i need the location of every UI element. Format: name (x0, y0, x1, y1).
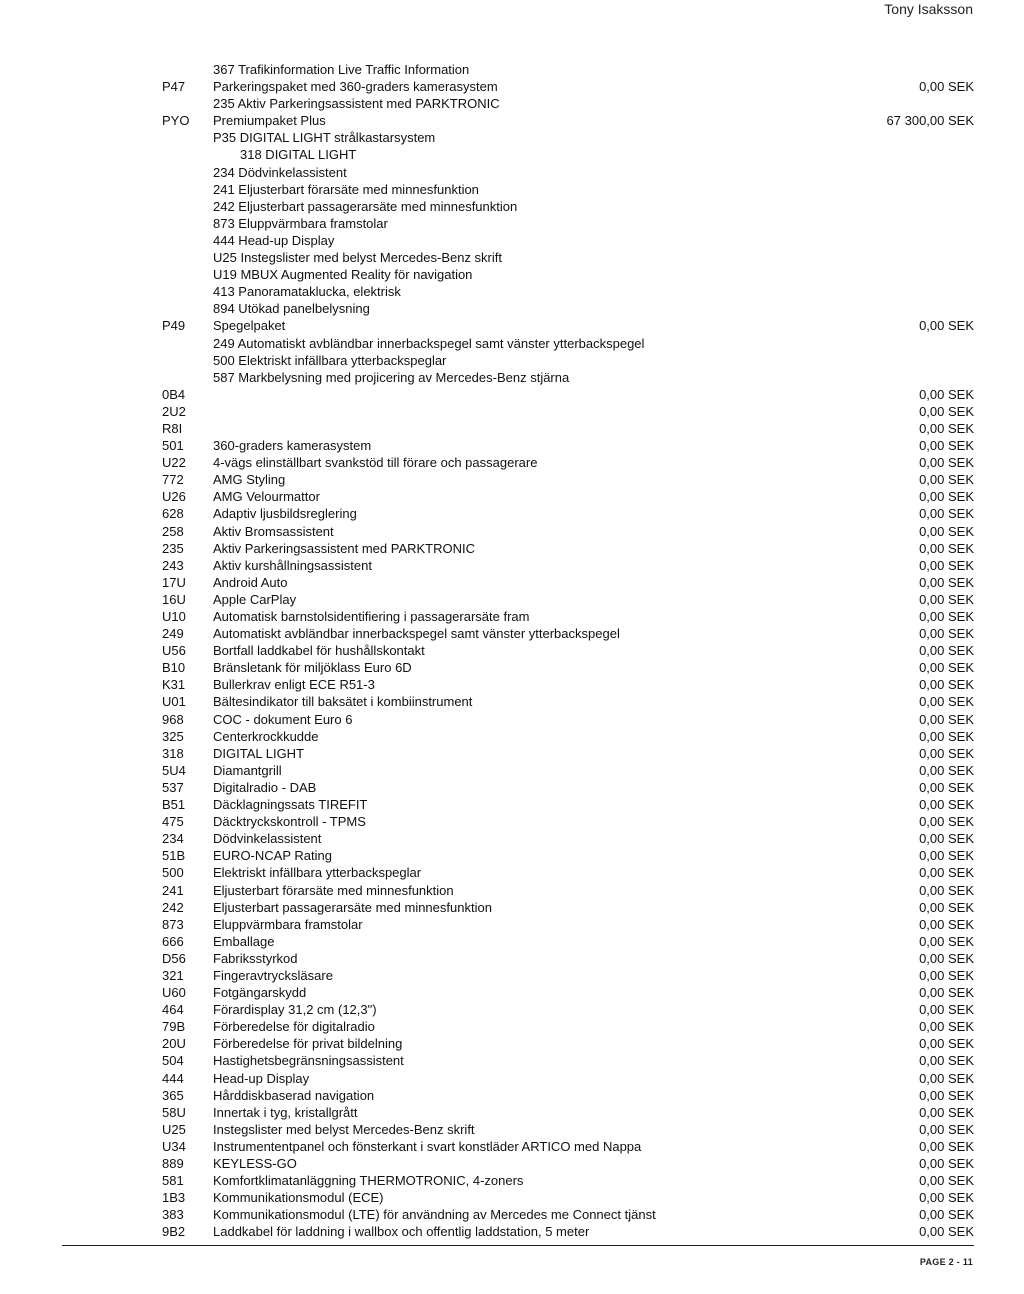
option-price: 0,00 SEK (919, 1224, 974, 1240)
option-description: Förardisplay 31,2 cm (12,3") (213, 1002, 377, 1018)
option-list (162, 61, 974, 1240)
option-code: 475 (162, 814, 184, 830)
option-description: Apple CarPlay (213, 591, 297, 607)
option-code: 20U (162, 1036, 186, 1052)
option-code: 17U (162, 574, 186, 590)
option-row (162, 1121, 974, 1138)
option-row (162, 61, 974, 78)
option-price: 0,00 SEK (919, 985, 974, 1001)
option-price: 0,00 SEK (919, 933, 974, 949)
option-code: 0B4 (162, 386, 186, 402)
option-row (162, 813, 974, 830)
option-code: 9B2 (162, 1224, 186, 1240)
option-description: DIGITAL LIGHT (213, 745, 305, 761)
option-row (162, 676, 974, 693)
option-code: 235 (162, 540, 184, 556)
option-price: 0,00 SEK (919, 1070, 974, 1086)
option-code: 628 (162, 506, 184, 522)
option-description: EURO-NCAP Rating (213, 848, 332, 864)
option-price: 0,00 SEK (919, 1121, 974, 1137)
option-description: Elektriskt infällbara ytterbackspeglar (213, 865, 422, 881)
option-row (162, 505, 974, 522)
option-code: U60 (162, 985, 186, 1001)
option-description: Bullerkrav enligt ECE R51-3 (213, 677, 375, 693)
option-code: 51B (162, 848, 186, 864)
option-row (162, 437, 974, 454)
option-description: 4-vägs elinställbart svankstöd till förare och passagerare (213, 455, 538, 471)
option-row (162, 967, 974, 984)
option-price: 0,00 SEK (919, 643, 974, 659)
option-description: 894 Utökad panelbelysning (213, 301, 370, 317)
option-description: 500 Elektriskt infällbara ytterbackspeglar (213, 352, 447, 368)
option-description: Komfortklimatanläggning THERMOTRONIC, 4-zoners (213, 1173, 524, 1189)
option-price: 0,00 SEK (919, 1138, 974, 1154)
option-description: Dödvinkelassistent (213, 831, 322, 847)
option-row (162, 1018, 974, 1035)
option-description: Däcktryckskontroll - TPMS (213, 814, 366, 830)
option-row (162, 711, 974, 728)
option-code: B51 (162, 797, 186, 813)
option-price: 0,00 SEK (919, 523, 974, 539)
option-description: Bränsletank för miljöklass Euro 6D (213, 660, 412, 676)
option-code: 581 (162, 1173, 184, 1189)
option-description: Förberedelse för privat bildelning (213, 1036, 403, 1052)
option-row (162, 574, 974, 591)
option-code: 464 (162, 1002, 184, 1018)
option-row (162, 847, 974, 864)
option-code: 873 (162, 916, 184, 932)
option-row (162, 659, 974, 676)
option-code: U25 (162, 1121, 186, 1137)
option-code: U34 (162, 1138, 186, 1154)
option-price: 0,00 SEK (919, 386, 974, 402)
option-price: 0,00 SEK (919, 489, 974, 505)
option-row (162, 215, 974, 232)
header-customer-name: Tony Isaksson (884, 1, 973, 17)
option-description: 587 Markbelysning med projicering av Mercedes-Benz stjärna (213, 369, 570, 385)
option-code: 16U (162, 591, 186, 607)
option-row (162, 1001, 974, 1018)
option-code: 501 (162, 438, 184, 454)
option-description: Automatisk barnstolsidentifiering i passagerarsäte fram (213, 609, 530, 624)
option-code: 325 (162, 728, 184, 744)
option-row (162, 1172, 974, 1189)
option-description: Eljusterbart passagerarsäte med minnesfunktion (213, 899, 492, 915)
option-code: 318 (162, 745, 184, 761)
option-row (162, 916, 974, 933)
option-price: 0,00 SEK (919, 950, 974, 966)
option-price: 0,00 SEK (919, 916, 974, 932)
option-description: 242 Eljusterbart passagerarsäte med minnesfunktion (213, 198, 518, 214)
option-code: 321 (162, 967, 184, 983)
option-price: 0,00 SEK (919, 455, 974, 471)
option-description: Automatiskt avbländbar innerbackspegel samt vänster ytterbackspegel (213, 626, 620, 642)
option-price: 0,00 SEK (919, 814, 974, 830)
option-description: 234 Dödvinkelassistent (213, 164, 347, 180)
option-row (162, 146, 974, 163)
option-description: AMG Velourmattor (213, 489, 320, 505)
option-row (162, 198, 974, 215)
option-row (162, 864, 974, 881)
option-description: Aktiv Parkeringsassistent med PARKTRONIC (213, 540, 475, 556)
option-description: P35 DIGITAL LIGHT strålkastarsystem (213, 130, 436, 146)
option-code: B10 (162, 660, 186, 676)
option-code: D56 (162, 950, 186, 966)
option-description: Laddkabel för laddning i wallbox och offentlig laddstation, 5 meter (213, 1224, 590, 1240)
option-code: 258 (162, 523, 184, 539)
option-description: Däcklagningssats TIREFIT (213, 797, 368, 813)
option-code: 772 (162, 472, 184, 488)
option-price: 0,00 SEK (919, 1019, 974, 1035)
option-price: 0,00 SEK (919, 677, 974, 693)
option-row (162, 745, 974, 762)
option-price: 0,00 SEK (919, 318, 974, 334)
option-row (162, 642, 974, 659)
option-row (162, 335, 974, 352)
option-price: 0,00 SEK (919, 831, 974, 847)
option-price: 0,00 SEK (919, 591, 974, 607)
option-price: 0,00 SEK (919, 540, 974, 556)
option-description: 873 Eluppvärmbara framstolar (213, 215, 388, 231)
option-description: Hårddiskbaserad navigation (213, 1087, 375, 1103)
option-description: Diamantgrill (213, 762, 282, 778)
option-price: 0,00 SEK (919, 899, 974, 915)
option-code: 234 (162, 831, 184, 847)
option-price: 0,00 SEK (919, 779, 974, 795)
option-row (162, 300, 974, 317)
option-price: 0,00 SEK (919, 574, 974, 590)
option-row (162, 1087, 974, 1104)
option-description: Eluppvärmbara framstolar (213, 916, 363, 932)
option-description: COC - dokument Euro 6 (213, 711, 353, 727)
option-description: Parkeringspaket med 360-graders kamerasystem (213, 79, 498, 95)
option-row (162, 1138, 974, 1155)
option-row (162, 1035, 974, 1052)
option-description: Emballage (213, 933, 275, 949)
option-row (162, 454, 974, 471)
option-code: P47 (162, 79, 186, 95)
page-number: PAGE 2 - 11 (919, 1257, 973, 1267)
option-code: U56 (162, 643, 186, 659)
option-price: 0,00 SEK (919, 745, 974, 761)
option-description: Eljusterbart förarsäte med minnesfunktion (213, 882, 454, 898)
option-row (162, 1189, 974, 1206)
option-price: 0,00 SEK (919, 967, 974, 983)
option-price: 0,00 SEK (919, 882, 974, 898)
option-description: Kommunikationsmodul (LTE) för användning av Mercedes me Connect tjänst (213, 1207, 656, 1223)
option-code: 537 (162, 779, 184, 795)
option-row (162, 283, 974, 300)
option-description: Instegslister med belyst Mercedes-Benz skrift (213, 1121, 475, 1137)
option-row (162, 1070, 974, 1087)
option-code: 1B3 (162, 1190, 186, 1206)
option-description: 241 Eljusterbart förarsäte med minnesfunktion (213, 181, 479, 197)
option-price: 0,00 SEK (919, 79, 974, 95)
option-row (162, 523, 974, 540)
option-description: Premiumpaket Plus (213, 113, 326, 129)
option-price: 0,00 SEK (919, 1087, 974, 1103)
option-row (162, 471, 974, 488)
option-row (162, 420, 974, 437)
option-code: P49 (162, 318, 186, 334)
option-price: 0,00 SEK (919, 762, 974, 778)
option-description: Bältesindikator till baksätet i kombiinstrument (213, 694, 473, 710)
option-row (162, 557, 974, 574)
option-description: 249 Automatiskt avbländbar innerbackspegel samt vänster ytterbackspegel (213, 335, 645, 351)
option-code: 968 (162, 711, 184, 727)
option-row (162, 625, 974, 642)
option-row (162, 317, 974, 334)
option-price: 0,00 SEK (919, 694, 974, 710)
option-description: 444 Head-up Display (213, 232, 335, 248)
option-price: 0,00 SEK (919, 403, 974, 419)
option-code: 365 (162, 1087, 184, 1103)
option-description: Fotgängarskydd (213, 985, 307, 1001)
option-row (162, 882, 974, 899)
option-price: 0,00 SEK (919, 506, 974, 522)
option-row (162, 386, 974, 403)
option-row (162, 950, 974, 967)
option-description: U19 MBUX Augmented Reality för navigation (213, 267, 473, 283)
option-description: Digitalradio - DAB (213, 779, 317, 795)
option-description: Förberedelse för digitalradio (213, 1019, 375, 1035)
option-description: Head-up Display (213, 1070, 310, 1086)
option-price: 0,00 SEK (919, 1207, 974, 1223)
option-description: 360-graders kamerasystem (213, 438, 372, 454)
option-row (162, 352, 974, 369)
option-price: 0,00 SEK (919, 472, 974, 488)
option-code: 444 (162, 1070, 184, 1086)
option-description: Aktiv kurshållningsassistent (213, 557, 372, 573)
option-price: 0,00 SEK (919, 1053, 974, 1069)
option-row (162, 796, 974, 813)
option-description: 367 Trafikinformation Live Traffic Information (213, 62, 470, 77)
option-description: KEYLESS-GO (213, 1156, 297, 1171)
option-code: 889 (162, 1156, 184, 1171)
option-description: 235 Aktiv Parkeringsassistent med PARKTRONIC (213, 96, 500, 112)
option-row (162, 1223, 974, 1240)
option-row (162, 1206, 974, 1223)
option-description: Hastighetsbegränsningsassistent (213, 1053, 404, 1069)
option-price: 0,00 SEK (919, 1156, 974, 1171)
option-row (162, 693, 974, 710)
option-price: 0,00 SEK (919, 626, 974, 642)
option-row (162, 899, 974, 916)
option-code: U10 (162, 609, 186, 624)
option-row (162, 266, 974, 283)
option-code: 58U (162, 1104, 186, 1120)
option-code: U22 (162, 455, 186, 471)
option-code: 383 (162, 1207, 184, 1223)
option-row (162, 78, 974, 95)
option-code: PYO (162, 113, 190, 129)
option-description: Fabriksstyrkod (213, 950, 298, 966)
option-price: 0,00 SEK (919, 1036, 974, 1052)
option-price: 0,00 SEK (919, 848, 974, 864)
option-price: 0,00 SEK (919, 865, 974, 881)
option-description: Fingeravtrycksläsare (213, 967, 333, 983)
option-row (162, 181, 974, 198)
option-description: U25 Instegslister med belyst Mercedes-Benz skrift (213, 250, 502, 266)
option-code: U01 (162, 694, 186, 710)
option-price: 0,00 SEK (919, 660, 974, 676)
option-code: 79B (162, 1019, 186, 1035)
option-row (162, 728, 974, 745)
option-row (162, 232, 974, 249)
option-row (162, 164, 974, 181)
option-description: 413 Panoramataklucka, elektrisk (213, 284, 401, 300)
option-description: Instrumententpanel och fönsterkant i svart konstläder ARTICO med Nappa (213, 1138, 642, 1154)
option-row (162, 779, 974, 796)
option-row (162, 1104, 974, 1121)
option-price: 0,00 SEK (919, 557, 974, 573)
option-description: Centerkrockkudde (213, 728, 319, 744)
option-row (162, 129, 974, 146)
option-row (162, 608, 974, 625)
option-row (162, 540, 974, 557)
option-row (162, 112, 974, 129)
option-code: U26 (162, 489, 186, 505)
option-price: 0,00 SEK (919, 420, 974, 436)
option-price: 0,00 SEK (919, 609, 974, 624)
option-row (162, 830, 974, 847)
option-row (162, 369, 974, 386)
option-row (162, 488, 974, 505)
option-row (162, 762, 974, 779)
option-row (162, 249, 974, 266)
option-price: 0,00 SEK (919, 1173, 974, 1189)
option-price: 67 300,00 SEK (886, 113, 974, 129)
option-row (162, 403, 974, 420)
option-code: R8I (162, 420, 183, 436)
option-row (162, 984, 974, 1001)
option-description: AMG Styling (213, 472, 286, 488)
option-price: 0,00 SEK (919, 797, 974, 813)
option-row (162, 1155, 974, 1172)
option-code: 243 (162, 557, 184, 573)
option-code: 249 (162, 626, 184, 642)
option-description: Bortfall laddkabel för hushållskontakt (213, 643, 425, 659)
option-code: 241 (162, 882, 184, 898)
option-code: 666 (162, 933, 184, 949)
option-description: Android Auto (213, 574, 288, 590)
option-price: 0,00 SEK (919, 728, 974, 744)
option-row (162, 95, 974, 112)
option-code: 5U4 (162, 762, 186, 778)
option-code: 242 (162, 899, 184, 915)
option-price: 0,00 SEK (919, 1190, 974, 1206)
option-description: Kommunikationsmodul (ECE) (213, 1190, 384, 1206)
option-description: Spegelpaket (213, 318, 286, 334)
option-code: 500 (162, 865, 184, 881)
option-price: 0,00 SEK (919, 1104, 974, 1120)
option-price: 0,00 SEK (919, 438, 974, 454)
option-row (162, 591, 974, 608)
option-code: K31 (162, 677, 186, 693)
option-price: 0,00 SEK (919, 1002, 974, 1018)
option-code: 504 (162, 1053, 184, 1069)
option-description: Innertak i tyg, kristallgrått (213, 1104, 358, 1120)
option-description: Adaptiv ljusbildsreglering (213, 506, 357, 522)
option-row (162, 1052, 974, 1069)
option-row (162, 933, 974, 950)
option-code: 2U2 (162, 403, 186, 419)
option-description: 318 DIGITAL LIGHT (240, 147, 357, 163)
option-description: Aktiv Bromsassistent (213, 523, 334, 539)
footer-divider (62, 1245, 974, 1246)
option-price: 0,00 SEK (919, 711, 974, 727)
